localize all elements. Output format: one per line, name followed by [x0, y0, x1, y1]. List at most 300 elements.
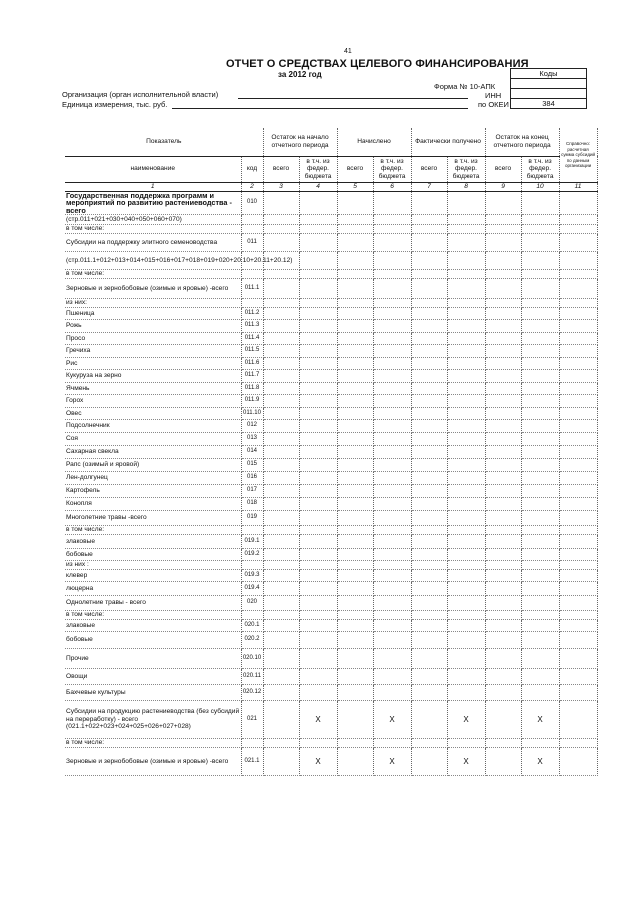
value-cell[interactable] — [411, 535, 447, 549]
value-cell[interactable] — [373, 191, 411, 215]
value-cell[interactable] — [373, 582, 411, 596]
value-cell[interactable] — [485, 370, 521, 383]
value-cell[interactable] — [299, 270, 337, 279]
value-cell[interactable] — [411, 308, 447, 320]
value-cell[interactable] — [559, 270, 597, 279]
value-cell[interactable] — [299, 234, 337, 252]
value-cell[interactable] — [337, 446, 373, 459]
value-cell[interactable] — [411, 472, 447, 485]
inn-cell[interactable] — [511, 89, 586, 99]
value-cell[interactable] — [521, 446, 559, 459]
value-cell[interactable] — [521, 383, 559, 395]
value-cell[interactable] — [373, 685, 411, 701]
value-cell[interactable] — [373, 446, 411, 459]
value-cell[interactable] — [559, 526, 597, 535]
value-cell[interactable] — [299, 498, 337, 511]
value-cell[interactable] — [447, 433, 485, 446]
value-cell[interactable] — [521, 358, 559, 370]
value-cell[interactable] — [263, 620, 299, 632]
value-cell[interactable] — [521, 408, 559, 420]
value-cell[interactable] — [559, 596, 597, 611]
value-cell[interactable] — [559, 620, 597, 632]
value-cell[interactable] — [373, 279, 411, 299]
value-cell[interactable] — [411, 320, 447, 333]
value-cell[interactable] — [411, 225, 447, 234]
value-cell[interactable] — [263, 582, 299, 596]
value-cell[interactable] — [263, 632, 299, 649]
value-cell[interactable] — [263, 215, 299, 225]
value-cell[interactable] — [299, 582, 337, 596]
value-cell[interactable] — [559, 549, 597, 561]
value-cell[interactable] — [521, 498, 559, 511]
value-cell[interactable] — [299, 526, 337, 535]
value-cell[interactable] — [485, 748, 521, 776]
value-cell[interactable] — [263, 485, 299, 498]
value-cell[interactable] — [299, 299, 337, 308]
value-cell[interactable] — [411, 511, 447, 526]
value-cell[interactable] — [263, 308, 299, 320]
value-cell[interactable] — [337, 498, 373, 511]
value-cell[interactable] — [337, 345, 373, 358]
value-cell[interactable] — [447, 446, 485, 459]
value-cell[interactable] — [559, 191, 597, 215]
value-cell[interactable] — [485, 279, 521, 299]
value-cell[interactable] — [559, 570, 597, 582]
value-cell[interactable] — [485, 685, 521, 701]
value-cell[interactable] — [337, 620, 373, 632]
value-cell[interactable] — [337, 395, 373, 408]
value-cell[interactable] — [411, 459, 447, 472]
value-cell[interactable] — [447, 408, 485, 420]
value-cell[interactable] — [373, 649, 411, 669]
value-cell[interactable] — [447, 549, 485, 561]
value-cell[interactable] — [263, 669, 299, 685]
value-cell[interactable] — [337, 308, 373, 320]
value-cell[interactable] — [373, 511, 411, 526]
value-cell[interactable] — [521, 299, 559, 308]
value-cell[interactable] — [337, 748, 373, 776]
value-cell[interactable] — [263, 225, 299, 234]
value-cell[interactable] — [299, 345, 337, 358]
value-cell[interactable] — [559, 420, 597, 433]
value-cell[interactable] — [411, 333, 447, 345]
value-cell[interactable] — [559, 669, 597, 685]
value-cell[interactable] — [337, 234, 373, 252]
value-cell[interactable] — [263, 279, 299, 299]
value-cell[interactable] — [411, 620, 447, 632]
value-cell[interactable] — [485, 526, 521, 535]
value-cell[interactable] — [299, 308, 337, 320]
value-cell[interactable] — [299, 395, 337, 408]
value-cell[interactable] — [263, 498, 299, 511]
value-cell[interactable] — [447, 395, 485, 408]
value-cell[interactable] — [485, 191, 521, 215]
value-cell[interactable] — [485, 420, 521, 433]
value-cell[interactable] — [485, 320, 521, 333]
value-cell[interactable] — [263, 358, 299, 370]
value-cell[interactable] — [337, 485, 373, 498]
value-cell[interactable] — [337, 191, 373, 215]
value-cell[interactable] — [337, 383, 373, 395]
value-cell[interactable] — [485, 252, 521, 270]
value-cell[interactable] — [485, 299, 521, 308]
value-cell[interactable] — [559, 459, 597, 472]
value-cell[interactable] — [263, 748, 299, 776]
value-cell[interactable] — [373, 358, 411, 370]
value-cell[interactable] — [373, 433, 411, 446]
value-cell[interactable] — [337, 472, 373, 485]
value-cell[interactable] — [263, 299, 299, 308]
value-cell[interactable] — [521, 433, 559, 446]
value-cell[interactable] — [447, 333, 485, 345]
value-cell[interactable] — [447, 685, 485, 701]
value-cell[interactable] — [411, 685, 447, 701]
value-cell[interactable] — [447, 215, 485, 225]
value-cell[interactable] — [521, 511, 559, 526]
value-cell[interactable] — [373, 320, 411, 333]
value-cell[interactable] — [337, 333, 373, 345]
value-cell[interactable] — [263, 191, 299, 215]
value-cell[interactable] — [485, 632, 521, 649]
value-cell[interactable] — [411, 498, 447, 511]
value-cell[interactable] — [447, 383, 485, 395]
value-cell[interactable] — [411, 279, 447, 299]
value-cell[interactable] — [485, 561, 521, 570]
value-cell[interactable] — [521, 649, 559, 669]
value-cell[interactable] — [299, 370, 337, 383]
value-cell[interactable] — [411, 433, 447, 446]
value-cell[interactable] — [485, 511, 521, 526]
value-cell[interactable] — [299, 433, 337, 446]
value-cell[interactable] — [411, 526, 447, 535]
value-cell[interactable] — [521, 345, 559, 358]
value-cell[interactable] — [485, 535, 521, 549]
value-cell[interactable] — [521, 370, 559, 383]
value-cell[interactable] — [337, 582, 373, 596]
value-cell[interactable] — [559, 215, 597, 225]
value-cell[interactable] — [447, 596, 485, 611]
value-cell[interactable] — [263, 408, 299, 420]
value-cell[interactable] — [559, 472, 597, 485]
value-cell[interactable] — [299, 535, 337, 549]
value-cell[interactable] — [559, 511, 597, 526]
value-cell[interactable] — [521, 561, 559, 570]
value-cell[interactable] — [299, 472, 337, 485]
value-cell[interactable] — [521, 191, 559, 215]
value-cell[interactable] — [447, 632, 485, 649]
value-cell[interactable] — [373, 596, 411, 611]
value-cell[interactable] — [373, 739, 411, 748]
value-cell[interactable] — [521, 549, 559, 561]
value-cell[interactable] — [559, 320, 597, 333]
value-cell[interactable] — [263, 739, 299, 748]
value-cell[interactable] — [559, 582, 597, 596]
value-cell[interactable] — [411, 582, 447, 596]
value-cell[interactable] — [373, 225, 411, 234]
value-cell[interactable] — [559, 308, 597, 320]
value-cell[interactable] — [485, 333, 521, 345]
value-cell[interactable] — [559, 370, 597, 383]
value-cell[interactable] — [447, 320, 485, 333]
value-cell[interactable] — [337, 596, 373, 611]
value-cell[interactable] — [299, 620, 337, 632]
value-cell[interactable] — [559, 225, 597, 234]
value-cell[interactable] — [521, 485, 559, 498]
value-cell[interactable] — [373, 395, 411, 408]
value-cell[interactable] — [447, 345, 485, 358]
value-cell[interactable] — [521, 234, 559, 252]
value-cell[interactable] — [521, 611, 559, 620]
value-cell[interactable] — [373, 669, 411, 685]
value-cell[interactable] — [299, 320, 337, 333]
value-cell[interactable] — [263, 270, 299, 279]
value-cell[interactable] — [485, 498, 521, 511]
value-cell[interactable] — [373, 345, 411, 358]
value-cell[interactable] — [299, 611, 337, 620]
value-cell[interactable] — [447, 279, 485, 299]
value-cell[interactable] — [263, 370, 299, 383]
value-cell[interactable] — [299, 669, 337, 685]
value-cell[interactable] — [559, 395, 597, 408]
value-cell[interactable] — [485, 225, 521, 234]
value-cell[interactable] — [263, 333, 299, 345]
value-cell[interactable] — [411, 234, 447, 252]
value-cell[interactable] — [521, 395, 559, 408]
value-cell[interactable] — [559, 446, 597, 459]
value-cell[interactable] — [337, 561, 373, 570]
value-cell[interactable] — [411, 570, 447, 582]
value-cell[interactable] — [299, 561, 337, 570]
value-cell[interactable] — [521, 459, 559, 472]
value-cell[interactable] — [299, 596, 337, 611]
value-cell[interactable] — [485, 395, 521, 408]
value-cell[interactable] — [299, 485, 337, 498]
value-cell[interactable] — [299, 408, 337, 420]
value-cell[interactable] — [411, 270, 447, 279]
value-cell[interactable] — [263, 395, 299, 408]
value-cell[interactable] — [411, 299, 447, 308]
value-cell[interactable] — [485, 669, 521, 685]
value-cell[interactable] — [447, 485, 485, 498]
value-cell[interactable] — [559, 561, 597, 570]
value-cell[interactable] — [337, 215, 373, 225]
value-cell[interactable] — [521, 582, 559, 596]
value-cell[interactable] — [299, 333, 337, 345]
value-cell[interactable] — [485, 620, 521, 632]
value-cell[interactable] — [559, 685, 597, 701]
value-cell[interactable] — [411, 252, 447, 270]
value-cell[interactable] — [299, 252, 337, 270]
value-cell[interactable] — [411, 383, 447, 395]
value-cell[interactable] — [373, 570, 411, 582]
value-cell[interactable] — [485, 270, 521, 279]
value-cell[interactable] — [337, 570, 373, 582]
value-cell[interactable] — [373, 308, 411, 320]
value-cell[interactable] — [411, 358, 447, 370]
value-cell[interactable] — [447, 370, 485, 383]
value-cell[interactable] — [485, 234, 521, 252]
value-cell[interactable] — [263, 561, 299, 570]
value-cell[interactable] — [521, 270, 559, 279]
value-cell[interactable] — [521, 596, 559, 611]
value-cell[interactable] — [485, 308, 521, 320]
value-cell[interactable] — [447, 498, 485, 511]
value-cell[interactable] — [521, 333, 559, 345]
value-cell[interactable] — [411, 596, 447, 611]
value-cell[interactable] — [447, 191, 485, 215]
value-cell[interactable] — [559, 701, 597, 739]
value-cell[interactable] — [411, 485, 447, 498]
value-cell[interactable] — [447, 459, 485, 472]
value-cell[interactable] — [521, 685, 559, 701]
value-cell[interactable] — [299, 649, 337, 669]
value-cell[interactable] — [373, 485, 411, 498]
value-cell[interactable] — [337, 433, 373, 446]
value-cell[interactable] — [373, 270, 411, 279]
value-cell[interactable] — [447, 252, 485, 270]
value-cell[interactable] — [263, 685, 299, 701]
value-cell[interactable] — [447, 225, 485, 234]
value-cell[interactable] — [299, 420, 337, 433]
value-cell[interactable] — [263, 511, 299, 526]
value-cell[interactable] — [559, 234, 597, 252]
value-cell[interactable] — [263, 570, 299, 582]
value-cell[interactable] — [299, 191, 337, 215]
value-cell[interactable] — [337, 739, 373, 748]
value-cell[interactable] — [373, 620, 411, 632]
value-cell[interactable] — [447, 620, 485, 632]
value-cell[interactable] — [411, 739, 447, 748]
value-cell[interactable] — [299, 358, 337, 370]
value-cell[interactable] — [485, 408, 521, 420]
value-cell[interactable] — [373, 535, 411, 549]
value-cell[interactable] — [447, 649, 485, 669]
value-cell[interactable] — [411, 748, 447, 776]
value-cell[interactable] — [559, 485, 597, 498]
value-cell[interactable] — [447, 358, 485, 370]
value-cell[interactable] — [559, 535, 597, 549]
value-cell[interactable] — [485, 611, 521, 620]
value-cell[interactable] — [447, 270, 485, 279]
value-cell[interactable] — [521, 225, 559, 234]
value-cell[interactable] — [559, 358, 597, 370]
value-cell[interactable] — [559, 632, 597, 649]
value-cell[interactable] — [337, 669, 373, 685]
value-cell[interactable] — [521, 570, 559, 582]
value-cell[interactable] — [299, 739, 337, 748]
value-cell[interactable] — [337, 511, 373, 526]
value-cell[interactable] — [373, 383, 411, 395]
value-cell[interactable] — [411, 420, 447, 433]
value-cell[interactable] — [521, 279, 559, 299]
value-cell[interactable] — [337, 632, 373, 649]
value-cell[interactable] — [373, 215, 411, 225]
value-cell[interactable] — [263, 472, 299, 485]
organization-field[interactable] — [238, 98, 468, 99]
value-cell[interactable] — [263, 345, 299, 358]
value-cell[interactable] — [521, 526, 559, 535]
value-cell[interactable] — [299, 279, 337, 299]
value-cell[interactable] — [373, 234, 411, 252]
value-cell[interactable] — [373, 561, 411, 570]
value-cell[interactable] — [337, 685, 373, 701]
value-cell[interactable] — [263, 383, 299, 395]
value-cell[interactable] — [337, 252, 373, 270]
value-cell[interactable] — [373, 526, 411, 535]
value-cell[interactable] — [559, 433, 597, 446]
value-cell[interactable] — [447, 669, 485, 685]
value-cell[interactable] — [299, 632, 337, 649]
value-cell[interactable] — [337, 370, 373, 383]
value-cell[interactable] — [521, 669, 559, 685]
value-cell[interactable] — [521, 308, 559, 320]
value-cell[interactable] — [337, 358, 373, 370]
value-cell[interactable] — [447, 299, 485, 308]
value-cell[interactable] — [559, 649, 597, 669]
value-cell[interactable] — [373, 252, 411, 270]
value-cell[interactable] — [447, 308, 485, 320]
value-cell[interactable] — [411, 345, 447, 358]
value-cell[interactable] — [373, 333, 411, 345]
value-cell[interactable] — [263, 596, 299, 611]
value-cell[interactable] — [263, 526, 299, 535]
value-cell[interactable] — [485, 582, 521, 596]
value-cell[interactable] — [521, 632, 559, 649]
value-cell[interactable] — [411, 649, 447, 669]
value-cell[interactable] — [373, 459, 411, 472]
value-cell[interactable] — [485, 383, 521, 395]
value-cell[interactable] — [447, 570, 485, 582]
value-cell[interactable] — [263, 649, 299, 669]
value-cell[interactable] — [337, 526, 373, 535]
value-cell[interactable] — [485, 345, 521, 358]
value-cell[interactable] — [263, 420, 299, 433]
value-cell[interactable] — [521, 472, 559, 485]
value-cell[interactable] — [337, 649, 373, 669]
value-cell[interactable] — [299, 215, 337, 225]
value-cell[interactable] — [521, 320, 559, 333]
value-cell[interactable] — [299, 685, 337, 701]
value-cell[interactable] — [263, 535, 299, 549]
value-cell[interactable] — [373, 370, 411, 383]
value-cell[interactable] — [447, 511, 485, 526]
value-cell[interactable] — [299, 446, 337, 459]
value-cell[interactable] — [299, 570, 337, 582]
value-cell[interactable] — [485, 549, 521, 561]
value-cell[interactable] — [485, 472, 521, 485]
value-cell[interactable] — [447, 526, 485, 535]
value-cell[interactable] — [299, 549, 337, 561]
value-cell[interactable] — [521, 739, 559, 748]
value-cell[interactable] — [337, 701, 373, 739]
form-code-cell[interactable] — [511, 79, 586, 89]
value-cell[interactable] — [411, 395, 447, 408]
value-cell[interactable] — [373, 632, 411, 649]
unit-field[interactable] — [172, 108, 468, 109]
value-cell[interactable] — [521, 535, 559, 549]
value-cell[interactable] — [447, 561, 485, 570]
value-cell[interactable] — [559, 383, 597, 395]
value-cell[interactable] — [263, 549, 299, 561]
value-cell[interactable] — [447, 535, 485, 549]
value-cell[interactable] — [559, 748, 597, 776]
value-cell[interactable] — [485, 570, 521, 582]
value-cell[interactable] — [485, 701, 521, 739]
value-cell[interactable] — [559, 299, 597, 308]
value-cell[interactable] — [263, 459, 299, 472]
value-cell[interactable] — [411, 191, 447, 215]
value-cell[interactable] — [373, 611, 411, 620]
